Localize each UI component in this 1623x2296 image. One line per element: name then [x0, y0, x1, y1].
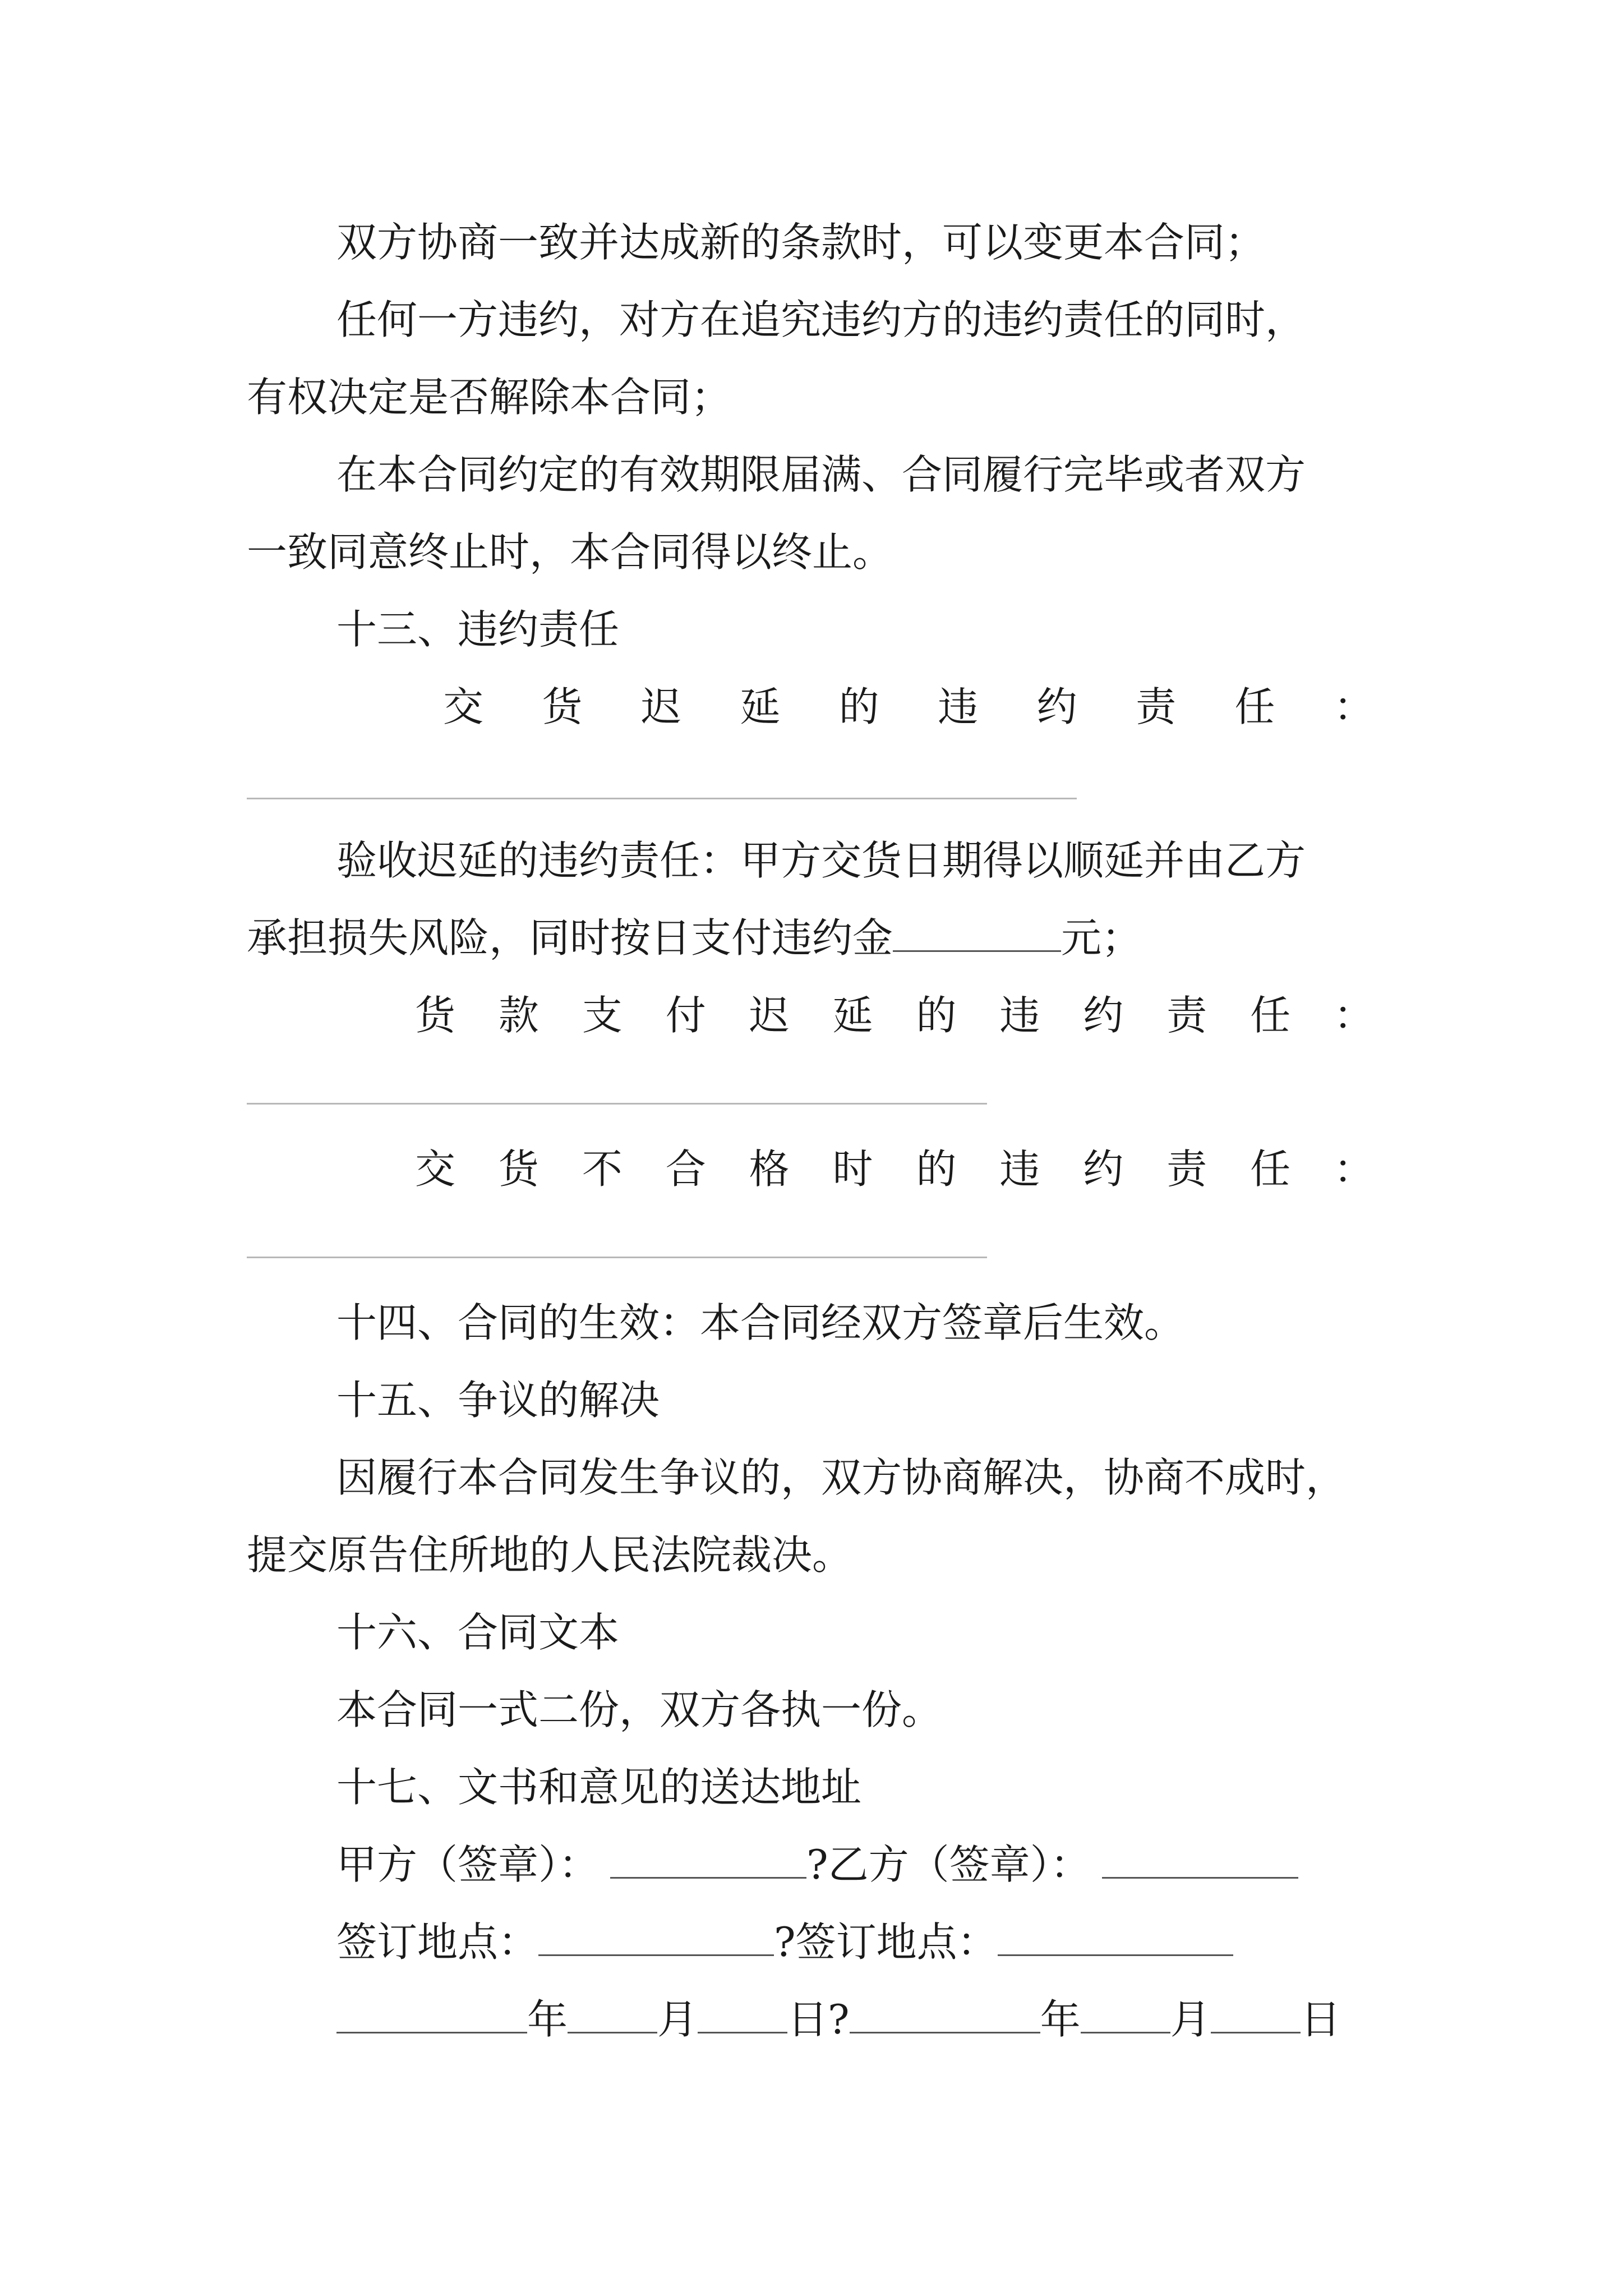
char: 交 — [443, 683, 484, 730]
char: 迟 — [749, 992, 790, 1039]
acceptance-delay-line1: 验收迟延的违约责任：甲方交货日期得以顺延并由乙方 — [336, 837, 1306, 884]
char: 约 — [1083, 1145, 1124, 1193]
day-b-blank[interactable] — [1211, 1997, 1301, 2033]
signing-place-a-label: 签订地点： — [336, 1918, 539, 1966]
section-15-heading: 十五、争议的解决 — [336, 1377, 660, 1424]
section-14-effectiveness: 十四、合同的生效：本合同经双方签章后生效。 — [336, 1299, 1185, 1346]
char: 款 — [498, 992, 539, 1039]
payment-delay-label — [415, 988, 1374, 1042]
char: 货 — [415, 992, 456, 1039]
char: 任 — [1234, 683, 1275, 730]
signing-place-row — [336, 1915, 1233, 1969]
char: 不 — [582, 1145, 623, 1193]
char: 违 — [999, 992, 1040, 1039]
delivery-delay-label — [443, 680, 1374, 734]
year-label-b: 年 — [1040, 1996, 1081, 2043]
char: ： — [1333, 683, 1374, 730]
day-label: 日 — [787, 1996, 828, 2043]
month-a-blank[interactable] — [568, 1997, 657, 2033]
month-label: 月 — [657, 1996, 698, 2043]
char: 约 — [1083, 992, 1124, 1039]
date-row — [336, 1993, 1341, 2046]
char: 货 — [542, 683, 583, 730]
month-label-b: 月 — [1170, 1996, 1211, 2043]
char: 延 — [740, 683, 781, 730]
clause-breach-text-line1: 任何一方违约，对方在追究违约方的违约责任的同时， — [336, 296, 1306, 343]
clause-termination-line2: 一致同意终止时，本合同得以终止。 — [247, 528, 893, 576]
acceptance-delay-line2 — [247, 911, 1142, 965]
copies-text: 本合同一式二份，双方各执一份。 — [336, 1686, 943, 1733]
separator: ? — [828, 1996, 850, 2043]
char: 迟 — [640, 683, 681, 730]
char: 合 — [665, 1145, 706, 1193]
payment-delay-blank-line — [247, 1103, 987, 1105]
signing-place-a-blank[interactable] — [538, 1920, 774, 1956]
char: 支 — [582, 992, 623, 1039]
char: 约 — [1036, 683, 1077, 730]
char: 的 — [916, 1145, 957, 1193]
nonconforming-blank-line — [247, 1257, 987, 1258]
signing-place-b-blank[interactable] — [998, 1920, 1233, 1956]
char: ： — [1333, 992, 1374, 1039]
char: 任 — [1250, 992, 1291, 1039]
clause-breach-text-line2: 有权决定是否解除本合同； — [247, 374, 732, 421]
year-b-blank[interactable] — [850, 1997, 1040, 2033]
char: 的 — [916, 992, 957, 1039]
dispute-text-line2: 提交原告住所地的人民法院裁决。 — [247, 1531, 853, 1579]
char: 违 — [999, 1145, 1040, 1193]
char: 延 — [832, 992, 873, 1039]
dispute-text-line1: 因履行本合同发生争议的，双方协商解决，协商不成时， — [336, 1454, 1347, 1501]
month-b-blank[interactable] — [1081, 1997, 1170, 2033]
party-b-label: ?乙方（签章）： — [806, 1841, 1091, 1888]
char: 的 — [838, 683, 879, 730]
party-a-label: 甲方（签章）： — [336, 1841, 600, 1888]
signing-place-b-label: ?签订地点： — [774, 1918, 998, 1966]
day-label-b: 日 — [1300, 1996, 1341, 2043]
day-a-blank[interactable] — [698, 1997, 787, 2033]
signature-row — [336, 1838, 1298, 1892]
char: 责 — [1136, 683, 1177, 730]
char: 任 — [1250, 1145, 1291, 1193]
char: 货 — [498, 1145, 539, 1193]
nonconforming-label — [415, 1142, 1374, 1196]
char: ： — [1333, 1145, 1374, 1193]
char: 格 — [749, 1145, 790, 1193]
section-17-heading: 十七、文书和意见的送达地址 — [336, 1764, 862, 1811]
year-label: 年 — [527, 1996, 568, 2043]
char: 交 — [415, 1145, 456, 1193]
currency-unit: 元； — [1061, 914, 1142, 961]
char: 付 — [665, 992, 706, 1039]
section-16-heading: 十六、合同文本 — [336, 1609, 620, 1656]
acceptance-delay-text: 承担损失风险，同时按日支付违约金 — [247, 914, 893, 961]
clause-termination-line1: 在本合同约定的有效期限届满、合同履行完毕或者双方 — [336, 451, 1306, 498]
clause-change-text: 双方协商一致并达成新的条款时，可以变更本合同； — [336, 219, 1266, 266]
char: 责 — [1166, 992, 1207, 1039]
char: 责 — [1166, 1145, 1207, 1193]
char: 时 — [832, 1145, 873, 1193]
section-13-heading: 十三、违约责任 — [336, 606, 620, 653]
char: 违 — [938, 683, 979, 730]
party-b-signature-blank[interactable] — [1102, 1842, 1298, 1879]
delivery-delay-blank-line — [247, 798, 1077, 799]
penalty-amount-blank[interactable] — [893, 915, 1061, 952]
year-a-blank[interactable] — [336, 1997, 527, 2033]
party-a-signature-blank[interactable] — [610, 1842, 806, 1879]
